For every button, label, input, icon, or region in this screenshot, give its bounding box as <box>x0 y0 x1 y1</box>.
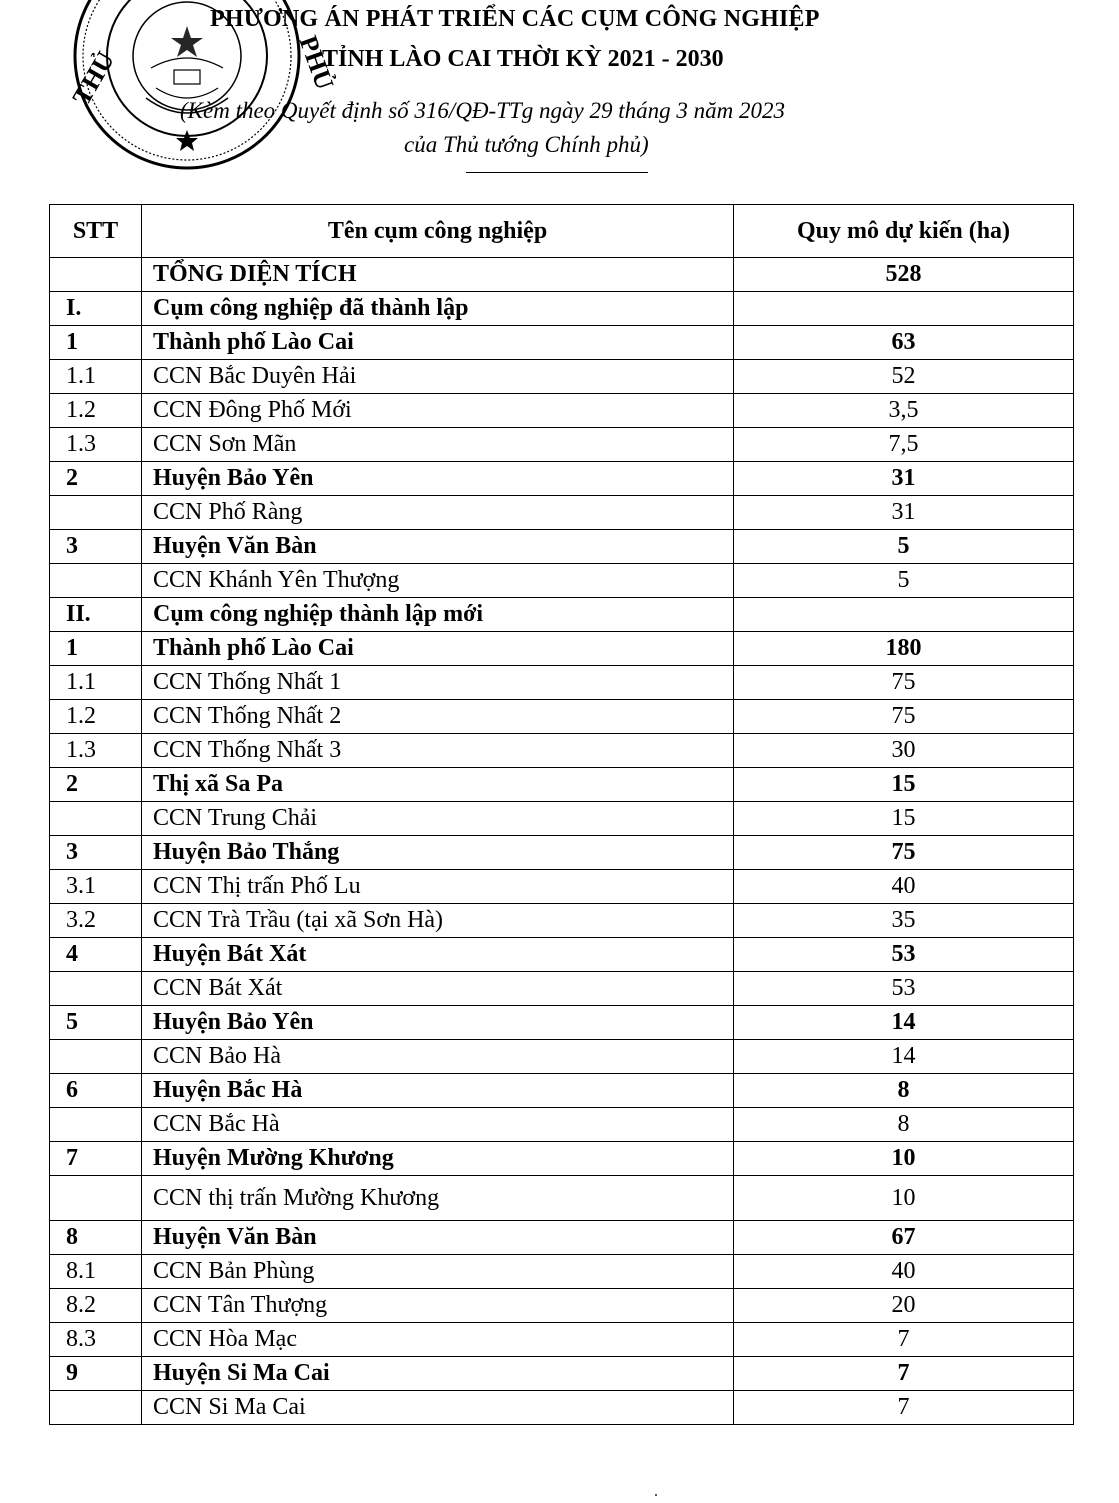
cell-cluster-name: CCN Tân Thượng <box>142 1289 734 1323</box>
cell-stt: 1.2 <box>50 394 142 428</box>
cell-cluster-name: Huyện Bảo Yên <box>142 1006 734 1040</box>
cell-cluster-name: CCN Bắc Hà <box>142 1108 734 1142</box>
table-row <box>50 734 1074 768</box>
table-body <box>50 258 1074 1425</box>
cell-planned-scale: 67 <box>734 1221 1074 1255</box>
cell-cluster-name: CCN Bảo Hà <box>142 1040 734 1074</box>
cell-cluster-name: Cụm công nghiệp đã thành lập <box>142 292 734 326</box>
header-cluster-name: Tên cụm công nghiệp <box>142 205 734 258</box>
table-row <box>50 360 1074 394</box>
table-row <box>50 1176 1074 1221</box>
table-row <box>50 462 1074 496</box>
cell-cluster-name: CCN Sơn Mãn <box>142 428 734 462</box>
cell-planned-scale: 31 <box>734 462 1074 496</box>
table-row <box>50 836 1074 870</box>
cell-cluster-name: Huyện Bát Xát <box>142 938 734 972</box>
table-row <box>50 1391 1074 1425</box>
cell-planned-scale: 75 <box>734 666 1074 700</box>
cell-cluster-name: CCN Trà Trầu (tại xã Sơn Hà) <box>142 904 734 938</box>
table-row <box>50 428 1074 462</box>
cell-stt <box>50 972 142 1006</box>
cell-stt: 3 <box>50 530 142 564</box>
cell-cluster-name: Huyện Bảo Yên <box>142 462 734 496</box>
cell-cluster-name: CCN Bản Phùng <box>142 1255 734 1289</box>
table-row <box>50 530 1074 564</box>
cell-stt: 2 <box>50 462 142 496</box>
table-row <box>50 768 1074 802</box>
cell-stt: 5 <box>50 1006 142 1040</box>
table-row <box>50 1323 1074 1357</box>
cell-planned-scale: 20 <box>734 1289 1074 1323</box>
table-row <box>50 1357 1074 1391</box>
cell-cluster-name: CCN Trung Chải <box>142 802 734 836</box>
cell-stt: 1 <box>50 326 142 360</box>
header-planned-scale: Quy mô dự kiến (ha) <box>734 205 1074 258</box>
cell-cluster-name: CCN thị trấn Mường Khương <box>142 1176 734 1221</box>
table-row <box>50 1142 1074 1176</box>
cell-stt <box>50 1176 142 1221</box>
cell-planned-scale: 52 <box>734 360 1074 394</box>
cell-cluster-name: CCN Thống Nhất 3 <box>142 734 734 768</box>
cell-planned-scale: 7 <box>734 1323 1074 1357</box>
cell-planned-scale: 35 <box>734 904 1074 938</box>
cell-stt: 1.3 <box>50 734 142 768</box>
cell-cluster-name: CCN Hòa Mạc <box>142 1323 734 1357</box>
table-row <box>50 292 1074 326</box>
cell-cluster-name: CCN Đông Phố Mới <box>142 394 734 428</box>
table-row <box>50 904 1074 938</box>
cell-stt <box>50 1040 142 1074</box>
cell-stt <box>50 1391 142 1425</box>
table-row <box>50 1074 1074 1108</box>
cell-stt <box>50 258 142 292</box>
cell-stt: 8.2 <box>50 1289 142 1323</box>
cell-planned-scale: 15 <box>734 768 1074 802</box>
cell-cluster-name: CCN Si Ma Cai <box>142 1391 734 1425</box>
cell-cluster-name: Thành phố Lào Cai <box>142 632 734 666</box>
cell-stt <box>50 802 142 836</box>
cell-planned-scale: 7 <box>734 1357 1074 1391</box>
cell-cluster-name: Cụm công nghiệp thành lập mới <box>142 598 734 632</box>
cell-planned-scale <box>734 598 1074 632</box>
cell-planned-scale: 15 <box>734 802 1074 836</box>
cell-planned-scale: 8 <box>734 1108 1074 1142</box>
table-row <box>50 564 1074 598</box>
table-row <box>50 1006 1074 1040</box>
cell-cluster-name: CCN Thị trấn Phố Lu <box>142 870 734 904</box>
cell-cluster-name: Huyện Văn Bàn <box>142 530 734 564</box>
cell-stt: 1.3 <box>50 428 142 462</box>
cell-stt <box>50 496 142 530</box>
cell-planned-scale: 53 <box>734 938 1074 972</box>
cell-planned-scale: 31 <box>734 496 1074 530</box>
seal-text-right: PHỦ <box>293 31 340 94</box>
cell-stt: 3.1 <box>50 870 142 904</box>
cell-planned-scale: 14 <box>734 1040 1074 1074</box>
cell-cluster-name: CCN Thống Nhất 2 <box>142 700 734 734</box>
cell-stt: 6 <box>50 1074 142 1108</box>
cell-stt: 3.2 <box>50 904 142 938</box>
seal-text-left: THỦ <box>66 46 121 110</box>
cell-planned-scale: 528 <box>734 258 1074 292</box>
cell-planned-scale: 10 <box>734 1142 1074 1176</box>
table-row <box>50 938 1074 972</box>
cell-cluster-name: CCN Bắc Duyên Hải <box>142 360 734 394</box>
cell-cluster-name: Huyện Si Ma Cai <box>142 1357 734 1391</box>
cell-cluster-name: Thị xã Sa Pa <box>142 768 734 802</box>
table-row <box>50 1289 1074 1323</box>
document-subtitle-line2: của Thủ tướng Chính phủ) <box>404 132 649 157</box>
cell-stt: 8.3 <box>50 1323 142 1357</box>
cell-stt: 2 <box>50 768 142 802</box>
cell-cluster-name: Huyện Bảo Thắng <box>142 836 734 870</box>
cell-cluster-name: Huyện Mường Khương <box>142 1142 734 1176</box>
table-row <box>50 258 1074 292</box>
cell-planned-scale: 10 <box>734 1176 1074 1221</box>
cell-planned-scale: 180 <box>734 632 1074 666</box>
cell-planned-scale: 53 <box>734 972 1074 1006</box>
cell-planned-scale: 75 <box>734 836 1074 870</box>
table-row <box>50 1040 1074 1074</box>
table-row <box>50 700 1074 734</box>
table-row <box>50 870 1074 904</box>
cell-planned-scale: 14 <box>734 1006 1074 1040</box>
cell-stt <box>50 564 142 598</box>
table-row <box>50 666 1074 700</box>
document-subtitle-line1: (Kèm theo Quyết định số 316/QĐ-TTg ngày 29 tháng 3 năm 2023 <box>180 98 785 123</box>
header-stt: STT <box>50 205 142 258</box>
industrial-clusters-table <box>49 204 1074 1425</box>
cell-stt: 1.1 <box>50 360 142 394</box>
header-divider <box>466 172 648 173</box>
cell-planned-scale: 8 <box>734 1074 1074 1108</box>
cell-cluster-name: TỔNG DIỆN TÍCH <box>142 258 734 292</box>
table-row <box>50 598 1074 632</box>
cell-planned-scale: 3,5 <box>734 394 1074 428</box>
cell-planned-scale: 5 <box>734 530 1074 564</box>
cell-cluster-name: Huyện Văn Bàn <box>142 1221 734 1255</box>
document-title-line2: TỈNH LÀO CAI THỜI KỲ 2021 - 2030 <box>322 46 724 72</box>
cell-planned-scale: 7 <box>734 1391 1074 1425</box>
cell-planned-scale: 7,5 <box>734 428 1074 462</box>
table-row <box>50 972 1074 1006</box>
cell-stt: I. <box>50 292 142 326</box>
table-row <box>50 1108 1074 1142</box>
document-title-line1: PHƯƠNG ÁN PHÁT TRIỂN CÁC CỤM CÔNG NGHIỆP <box>210 6 820 32</box>
cell-cluster-name: CCN Bát Xát <box>142 972 734 1006</box>
cell-planned-scale: 5 <box>734 564 1074 598</box>
cell-planned-scale <box>734 292 1074 326</box>
cell-cluster-name: Thành phố Lào Cai <box>142 326 734 360</box>
cell-cluster-name: CCN Thống Nhất 1 <box>142 666 734 700</box>
cell-stt: 7 <box>50 1142 142 1176</box>
table-row <box>50 1221 1074 1255</box>
cell-planned-scale: 40 <box>734 1255 1074 1289</box>
cell-stt: 9 <box>50 1357 142 1391</box>
cell-cluster-name: Huyện Bắc Hà <box>142 1074 734 1108</box>
cell-stt: 3 <box>50 836 142 870</box>
page-mark <box>655 1494 657 1496</box>
table-row <box>50 394 1074 428</box>
table-row <box>50 1255 1074 1289</box>
table-row <box>50 496 1074 530</box>
cell-planned-scale: 75 <box>734 700 1074 734</box>
cell-planned-scale: 63 <box>734 326 1074 360</box>
cell-stt: 4 <box>50 938 142 972</box>
cell-stt: 8 <box>50 1221 142 1255</box>
cell-stt: 1.2 <box>50 700 142 734</box>
cell-planned-scale: 30 <box>734 734 1074 768</box>
cell-planned-scale: 40 <box>734 870 1074 904</box>
table-row <box>50 802 1074 836</box>
cell-cluster-name: CCN Khánh Yên Thượng <box>142 564 734 598</box>
cell-cluster-name: CCN Phố Ràng <box>142 496 734 530</box>
table-row <box>50 632 1074 666</box>
cell-stt: 8.1 <box>50 1255 142 1289</box>
cell-stt: 1.1 <box>50 666 142 700</box>
table-header-row <box>50 205 1074 258</box>
cell-stt: II. <box>50 598 142 632</box>
table-row <box>50 326 1074 360</box>
cell-stt: 1 <box>50 632 142 666</box>
cell-stt <box>50 1108 142 1142</box>
